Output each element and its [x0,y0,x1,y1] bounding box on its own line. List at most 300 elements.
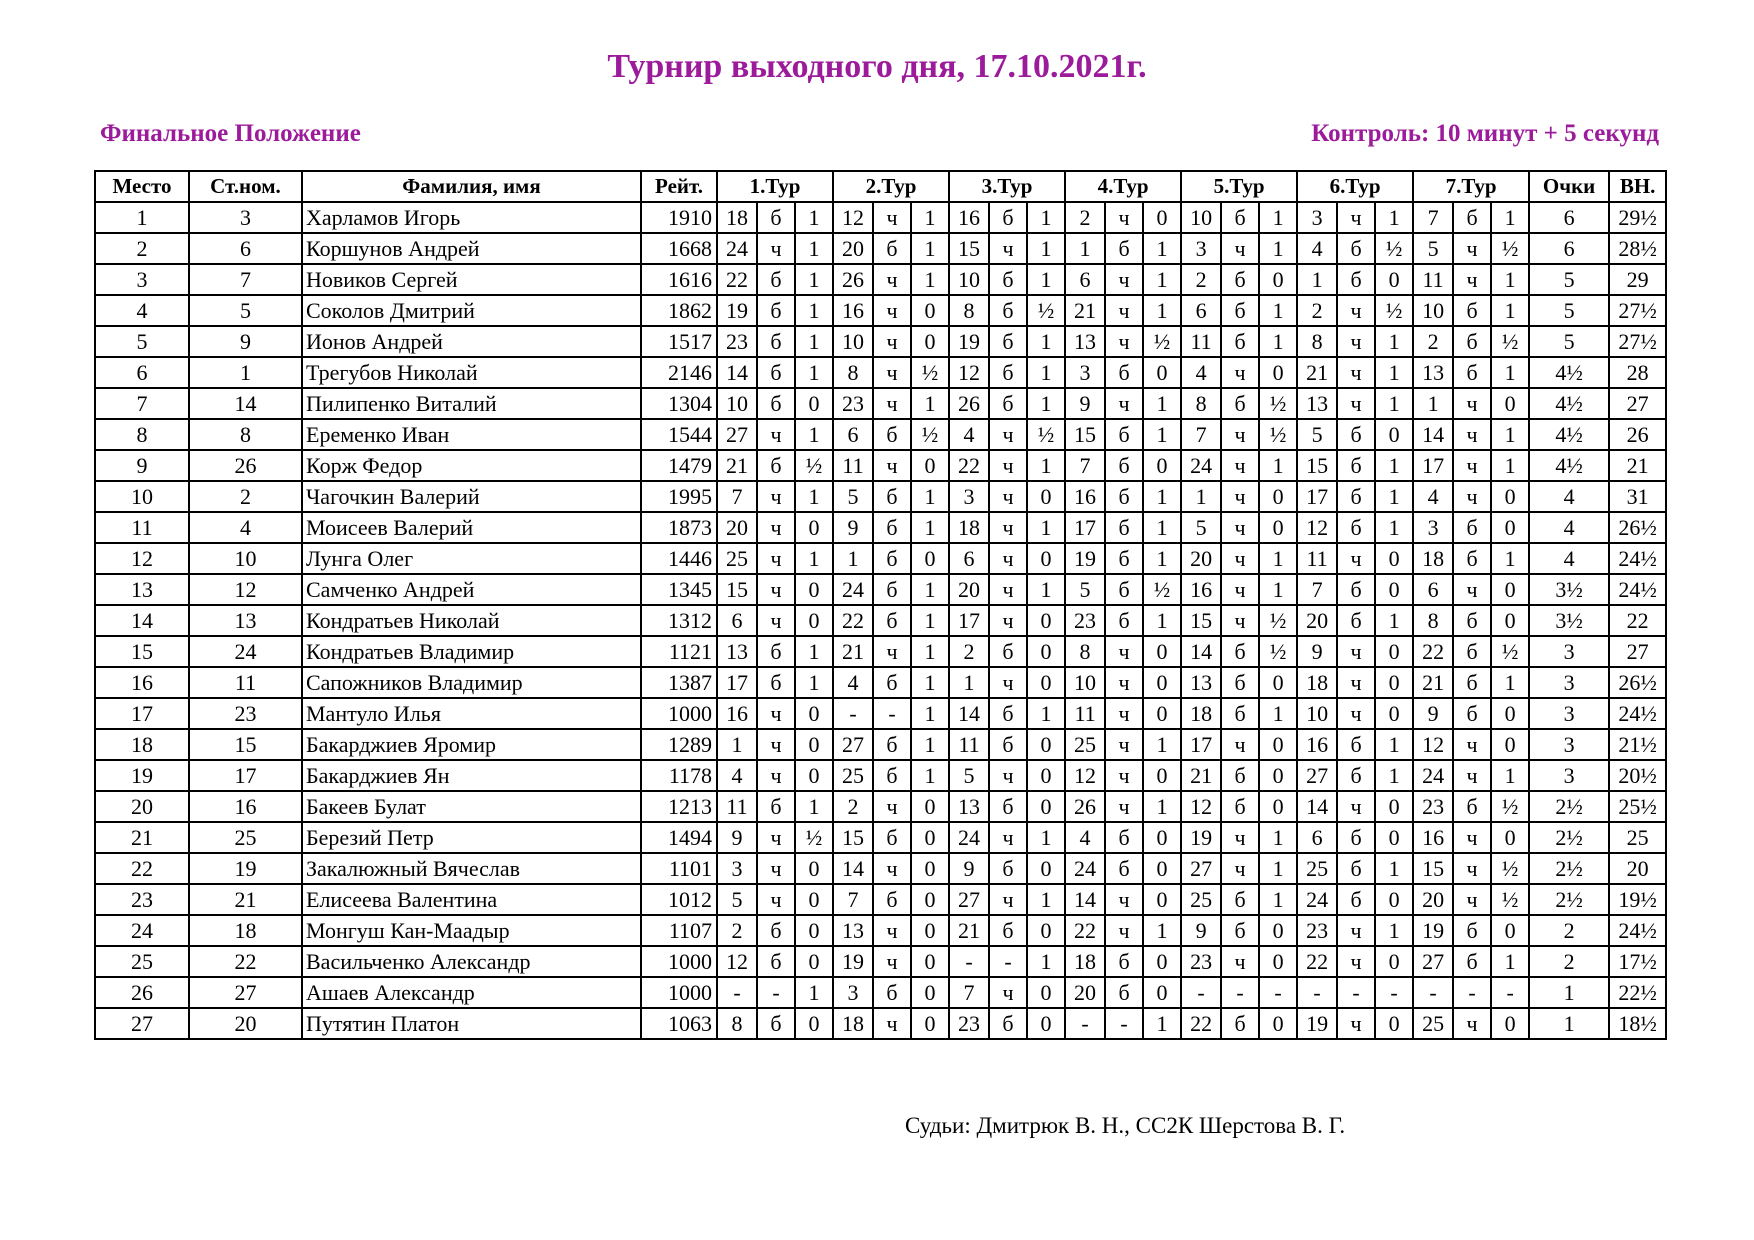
round-1-opponent-cell: 15 [717,574,757,605]
player-name-cell: Мантуло Илья [302,698,641,729]
round-7-opponent-cell: 11 [1413,264,1453,295]
round-2-color-cell: ч [873,1008,911,1039]
round-2-result-cell: 0 [911,450,949,481]
round-7-result-cell: 1 [1491,264,1529,295]
round-3-color-cell: б [989,853,1027,884]
round-1-result-cell: 1 [795,667,833,698]
round-5-color-cell: б [1221,791,1259,822]
round-1-color-cell: ч [757,543,795,574]
round-6-opponent-cell: 27 [1297,760,1337,791]
round-5-color-cell: ч [1221,574,1259,605]
round-1-result-cell: 1 [795,326,833,357]
table-row [95,853,1666,884]
round-4-color-cell: б [1105,419,1143,450]
round-1-opponent-cell: 20 [717,512,757,543]
round-7-result-cell: 0 [1491,915,1529,946]
round-1-result-cell: 1 [795,419,833,450]
start-number-cell: 4 [189,512,302,543]
round-2-color-cell: б [873,822,911,853]
round-6-opponent-cell: 8 [1297,326,1337,357]
rating-cell: 1862 [641,295,717,326]
round-5-result-cell: 1 [1259,543,1297,574]
round-1-opponent-cell: 4 [717,760,757,791]
start-number-cell: 15 [189,729,302,760]
round-6-color-cell: ч [1337,326,1375,357]
start-number-cell: 11 [189,667,302,698]
round-4-result-cell: 1 [1143,729,1181,760]
round-3-result-cell: 1 [1027,264,1065,295]
round-7-opponent-cell: 8 [1413,605,1453,636]
round-1-result-cell: ½ [795,822,833,853]
round-4-color-cell: б [1105,357,1143,388]
round-5-color-cell: ч [1221,605,1259,636]
round-2-opponent-cell: 25 [833,760,873,791]
place-cell: 22 [95,853,189,884]
round-2-opponent-cell: 13 [833,915,873,946]
rating-cell: 1668 [641,233,717,264]
round-4-color-cell: ч [1105,760,1143,791]
place-cell: 2 [95,233,189,264]
round-3-color-cell: ч [989,760,1027,791]
round-2-result-cell: 0 [911,326,949,357]
round-5-result-cell: 1 [1259,326,1297,357]
start-number-cell: 12 [189,574,302,605]
round-1-result-cell: 0 [795,760,833,791]
player-name-cell: Березий Петр [302,822,641,853]
round-6-opponent-cell: 6 [1297,822,1337,853]
round-7-color-cell: б [1453,636,1491,667]
round-4-opponent-cell: 22 [1065,915,1105,946]
table-row [95,791,1666,822]
round-7-result-cell: 0 [1491,481,1529,512]
round-4-result-cell: 0 [1143,636,1181,667]
round-6-result-cell: 1 [1375,915,1413,946]
round-1-result-cell: 1 [795,977,833,1008]
table-row [95,636,1666,667]
round-1-result-cell: 0 [795,698,833,729]
round-3-opponent-cell: - [949,946,989,977]
round-3-color-cell: б [989,357,1027,388]
start-number-cell: 9 [189,326,302,357]
header-round-4: 4.Тур [1065,171,1181,202]
round-5-result-cell: 0 [1259,512,1297,543]
table-row [95,729,1666,760]
round-4-result-cell: 1 [1143,915,1181,946]
round-1-color-cell: б [757,295,795,326]
round-2-result-cell: 1 [911,388,949,419]
round-1-result-cell: 1 [795,481,833,512]
points-cell: 3½ [1529,605,1609,636]
rating-cell: 1289 [641,729,717,760]
rating-cell: 1121 [641,636,717,667]
round-1-opponent-cell: 18 [717,202,757,233]
round-3-result-cell: 0 [1027,977,1065,1008]
round-7-opponent-cell: 2 [1413,326,1453,357]
round-5-opponent-cell: 8 [1181,388,1221,419]
round-5-opponent-cell: 22 [1181,1008,1221,1039]
buchholz-cell: 22 [1609,605,1666,636]
round-3-opponent-cell: 8 [949,295,989,326]
round-5-color-cell: б [1221,636,1259,667]
round-4-opponent-cell: 12 [1065,760,1105,791]
round-1-color-cell: б [757,264,795,295]
round-2-result-cell: 0 [911,977,949,1008]
round-3-opponent-cell: 18 [949,512,989,543]
round-3-opponent-cell: 17 [949,605,989,636]
round-3-result-cell: 1 [1027,946,1065,977]
round-3-opponent-cell: 16 [949,202,989,233]
round-7-result-cell: ½ [1491,636,1529,667]
round-2-color-cell: ч [873,853,911,884]
round-7-color-cell: ч [1453,481,1491,512]
start-number-cell: 14 [189,388,302,419]
round-5-opponent-cell: 17 [1181,729,1221,760]
header-buchholz: ВН. [1609,171,1666,202]
points-cell: 1 [1529,1008,1609,1039]
start-number-cell: 25 [189,822,302,853]
points-cell: 5 [1529,295,1609,326]
round-7-color-cell: ч [1453,1008,1491,1039]
round-7-color-cell: ч [1453,450,1491,481]
round-6-color-cell: б [1337,884,1375,915]
round-3-result-cell: 0 [1027,760,1065,791]
round-5-opponent-cell: 12 [1181,791,1221,822]
round-3-color-cell: - [989,946,1027,977]
round-5-result-cell: 1 [1259,574,1297,605]
round-7-result-cell: 1 [1491,946,1529,977]
table-row [95,667,1666,698]
round-5-result-cell: 1 [1259,233,1297,264]
round-5-opponent-cell: 16 [1181,574,1221,605]
round-1-color-cell: ч [757,419,795,450]
round-3-result-cell: 0 [1027,1008,1065,1039]
round-7-opponent-cell: 24 [1413,760,1453,791]
round-4-result-cell: 0 [1143,357,1181,388]
round-1-color-cell: б [757,791,795,822]
round-6-result-cell: 0 [1375,822,1413,853]
round-6-opponent-cell: 1 [1297,264,1337,295]
round-6-result-cell: 0 [1375,574,1413,605]
points-cell: 3 [1529,698,1609,729]
round-4-color-cell: б [1105,977,1143,1008]
buchholz-cell: 26½ [1609,667,1666,698]
points-cell: 4 [1529,481,1609,512]
round-2-opponent-cell: 27 [833,729,873,760]
round-7-result-cell: ½ [1491,884,1529,915]
player-name-cell: Харламов Игорь [302,202,641,233]
header-place: Место [95,171,189,202]
round-4-result-cell: 1 [1143,233,1181,264]
round-1-color-cell: ч [757,574,795,605]
round-4-result-cell: 1 [1143,388,1181,419]
table-row [95,946,1666,977]
round-3-opponent-cell: 19 [949,326,989,357]
round-1-result-cell: 0 [795,946,833,977]
round-4-opponent-cell: 14 [1065,884,1105,915]
rating-cell: 1000 [641,698,717,729]
round-1-result-cell: 1 [795,202,833,233]
start-number-cell: 5 [189,295,302,326]
round-7-opponent-cell: 15 [1413,853,1453,884]
round-2-opponent-cell: 9 [833,512,873,543]
round-6-result-cell: 1 [1375,853,1413,884]
round-1-opponent-cell: 25 [717,543,757,574]
round-4-color-cell: ч [1105,667,1143,698]
round-6-color-cell: б [1337,574,1375,605]
round-2-opponent-cell: 11 [833,450,873,481]
round-1-opponent-cell: 14 [717,357,757,388]
round-6-result-cell: 1 [1375,450,1413,481]
round-4-result-cell: 0 [1143,760,1181,791]
start-number-cell: 6 [189,233,302,264]
round-1-opponent-cell: 12 [717,946,757,977]
buchholz-cell: 21 [1609,450,1666,481]
round-6-color-cell: б [1337,822,1375,853]
round-3-result-cell: 1 [1027,698,1065,729]
round-6-opponent-cell: 25 [1297,853,1337,884]
round-3-result-cell: 1 [1027,884,1065,915]
round-6-opponent-cell: 13 [1297,388,1337,419]
round-7-result-cell: ½ [1491,326,1529,357]
round-2-opponent-cell: - [833,698,873,729]
round-2-result-cell: 0 [911,791,949,822]
round-4-result-cell: 1 [1143,512,1181,543]
round-7-color-cell: б [1453,915,1491,946]
round-6-color-cell: б [1337,233,1375,264]
round-1-result-cell: 0 [795,605,833,636]
player-name-cell: Сапожников Владимир [302,667,641,698]
round-2-opponent-cell: 7 [833,884,873,915]
round-5-opponent-cell: 3 [1181,233,1221,264]
round-2-color-cell: ч [873,326,911,357]
player-name-cell: Моисеев Валерий [302,512,641,543]
round-5-opponent-cell: 7 [1181,419,1221,450]
points-cell: 2½ [1529,853,1609,884]
round-6-result-cell: 1 [1375,512,1413,543]
round-4-opponent-cell: 13 [1065,326,1105,357]
round-2-opponent-cell: 20 [833,233,873,264]
round-3-result-cell: 0 [1027,481,1065,512]
round-2-result-cell: 1 [911,512,949,543]
round-3-result-cell: 1 [1027,512,1065,543]
round-1-opponent-cell: 23 [717,326,757,357]
round-5-result-cell: 0 [1259,946,1297,977]
round-2-result-cell: ½ [911,419,949,450]
round-5-color-cell: ч [1221,946,1259,977]
round-7-result-cell: 1 [1491,202,1529,233]
round-5-result-cell: 0 [1259,1008,1297,1039]
round-1-color-cell: б [757,636,795,667]
round-7-color-cell: ч [1453,419,1491,450]
round-6-color-cell: ч [1337,791,1375,822]
round-6-color-cell: ч [1337,915,1375,946]
round-1-result-cell: 0 [795,915,833,946]
rating-cell: 1387 [641,667,717,698]
start-number-cell: 10 [189,543,302,574]
round-2-result-cell: 1 [911,202,949,233]
buchholz-cell: 24½ [1609,698,1666,729]
table-row [95,295,1666,326]
rating-cell: 1000 [641,977,717,1008]
table-row [95,419,1666,450]
buchholz-cell: 29 [1609,264,1666,295]
round-5-color-cell: б [1221,915,1259,946]
round-6-color-cell: ч [1337,202,1375,233]
round-4-color-cell: б [1105,481,1143,512]
round-6-color-cell: ч [1337,295,1375,326]
round-7-result-cell: 1 [1491,667,1529,698]
round-4-result-cell: 0 [1143,450,1181,481]
round-7-opponent-cell: 1 [1413,388,1453,419]
place-cell: 13 [95,574,189,605]
round-1-opponent-cell: 11 [717,791,757,822]
round-4-opponent-cell: 5 [1065,574,1105,605]
round-3-opponent-cell: 11 [949,729,989,760]
header-round-3: 3.Тур [949,171,1065,202]
round-2-opponent-cell: 6 [833,419,873,450]
round-5-result-cell: ½ [1259,605,1297,636]
rating-cell: 1178 [641,760,717,791]
round-3-color-cell: б [989,915,1027,946]
round-3-result-cell: 0 [1027,605,1065,636]
round-6-result-cell: 0 [1375,698,1413,729]
round-4-result-cell: 0 [1143,822,1181,853]
round-2-color-cell: б [873,512,911,543]
round-7-result-cell: 1 [1491,543,1529,574]
round-5-opponent-cell: 23 [1181,946,1221,977]
round-4-result-cell: 0 [1143,202,1181,233]
round-6-color-cell: б [1337,264,1375,295]
round-2-result-cell: 0 [911,543,949,574]
points-cell: 3 [1529,636,1609,667]
round-4-color-cell: ч [1105,636,1143,667]
place-cell: 20 [95,791,189,822]
place-cell: 5 [95,326,189,357]
round-6-opponent-cell: 4 [1297,233,1337,264]
round-6-opponent-cell: 22 [1297,946,1337,977]
round-2-result-cell: 0 [911,915,949,946]
round-3-result-cell: 1 [1027,357,1065,388]
round-3-color-cell: ч [989,605,1027,636]
round-2-color-cell: ч [873,946,911,977]
round-2-result-cell: 0 [911,853,949,884]
round-5-result-cell: ½ [1259,388,1297,419]
points-cell: 4½ [1529,450,1609,481]
header-round-2: 2.Тур [833,171,949,202]
round-7-color-cell: ч [1453,884,1491,915]
round-6-result-cell: - [1375,977,1413,1008]
standings-body [95,202,1666,1039]
round-4-result-cell: 0 [1143,946,1181,977]
start-number-cell: 2 [189,481,302,512]
header-start-number: Ст.ном. [189,171,302,202]
round-6-result-cell: 0 [1375,791,1413,822]
round-1-result-cell: 0 [795,512,833,543]
round-2-color-cell: б [873,233,911,264]
round-1-opponent-cell: 7 [717,481,757,512]
round-5-result-cell: 0 [1259,357,1297,388]
round-5-opponent-cell: 25 [1181,884,1221,915]
round-3-opponent-cell: 5 [949,760,989,791]
rating-cell: 2146 [641,357,717,388]
round-1-color-cell: ч [757,512,795,543]
round-7-color-cell: ч [1453,853,1491,884]
round-4-color-cell: ч [1105,915,1143,946]
round-5-color-cell: ч [1221,543,1259,574]
round-4-result-cell: 0 [1143,853,1181,884]
header-round-6: 6.Тур [1297,171,1413,202]
round-2-opponent-cell: 19 [833,946,873,977]
round-5-color-cell: ч [1221,357,1259,388]
place-cell: 26 [95,977,189,1008]
rating-cell: 1544 [641,419,717,450]
round-5-color-cell: ч [1221,233,1259,264]
round-7-opponent-cell: 27 [1413,946,1453,977]
round-2-color-cell: б [873,543,911,574]
round-5-color-cell: б [1221,884,1259,915]
start-number-cell: 13 [189,605,302,636]
round-5-result-cell: 0 [1259,667,1297,698]
start-number-cell: 21 [189,884,302,915]
round-7-result-cell: 0 [1491,729,1529,760]
points-cell: 4 [1529,543,1609,574]
round-7-color-cell: ч [1453,729,1491,760]
table-row [95,698,1666,729]
buchholz-cell: 27½ [1609,295,1666,326]
round-7-color-cell: б [1453,791,1491,822]
round-6-result-cell: 1 [1375,481,1413,512]
round-7-opponent-cell: 3 [1413,512,1453,543]
player-name-cell: Корж Федор [302,450,641,481]
table-row [95,357,1666,388]
round-7-opponent-cell: 22 [1413,636,1453,667]
round-1-color-cell: б [757,326,795,357]
round-2-opponent-cell: 16 [833,295,873,326]
round-1-color-cell: ч [757,822,795,853]
round-4-opponent-cell: 25 [1065,729,1105,760]
points-cell: 2 [1529,915,1609,946]
table-row [95,822,1666,853]
round-2-color-cell: б [873,977,911,1008]
player-name-cell: Елисеева Валентина [302,884,641,915]
round-1-result-cell: 0 [795,853,833,884]
round-6-result-cell: 1 [1375,357,1413,388]
round-4-opponent-cell: 26 [1065,791,1105,822]
round-6-color-cell: ч [1337,1008,1375,1039]
round-7-color-cell: ч [1453,264,1491,295]
round-1-result-cell: 0 [795,388,833,419]
round-2-result-cell: 1 [911,636,949,667]
round-1-result-cell: 0 [795,884,833,915]
round-2-result-cell: 0 [911,1008,949,1039]
round-4-opponent-cell: 9 [1065,388,1105,419]
round-4-opponent-cell: 2 [1065,202,1105,233]
round-3-opponent-cell: 23 [949,1008,989,1039]
round-6-result-cell: 0 [1375,946,1413,977]
round-5-result-cell: 1 [1259,295,1297,326]
round-5-result-cell: 1 [1259,884,1297,915]
buchholz-cell: 20½ [1609,760,1666,791]
round-5-opponent-cell: 18 [1181,698,1221,729]
round-1-color-cell: ч [757,481,795,512]
round-5-color-cell: ч [1221,822,1259,853]
round-5-color-cell: ч [1221,419,1259,450]
round-7-color-cell: б [1453,512,1491,543]
round-2-color-cell: б [873,574,911,605]
header-points: Очки [1529,171,1609,202]
table-row [95,915,1666,946]
buchholz-cell: 27 [1609,636,1666,667]
